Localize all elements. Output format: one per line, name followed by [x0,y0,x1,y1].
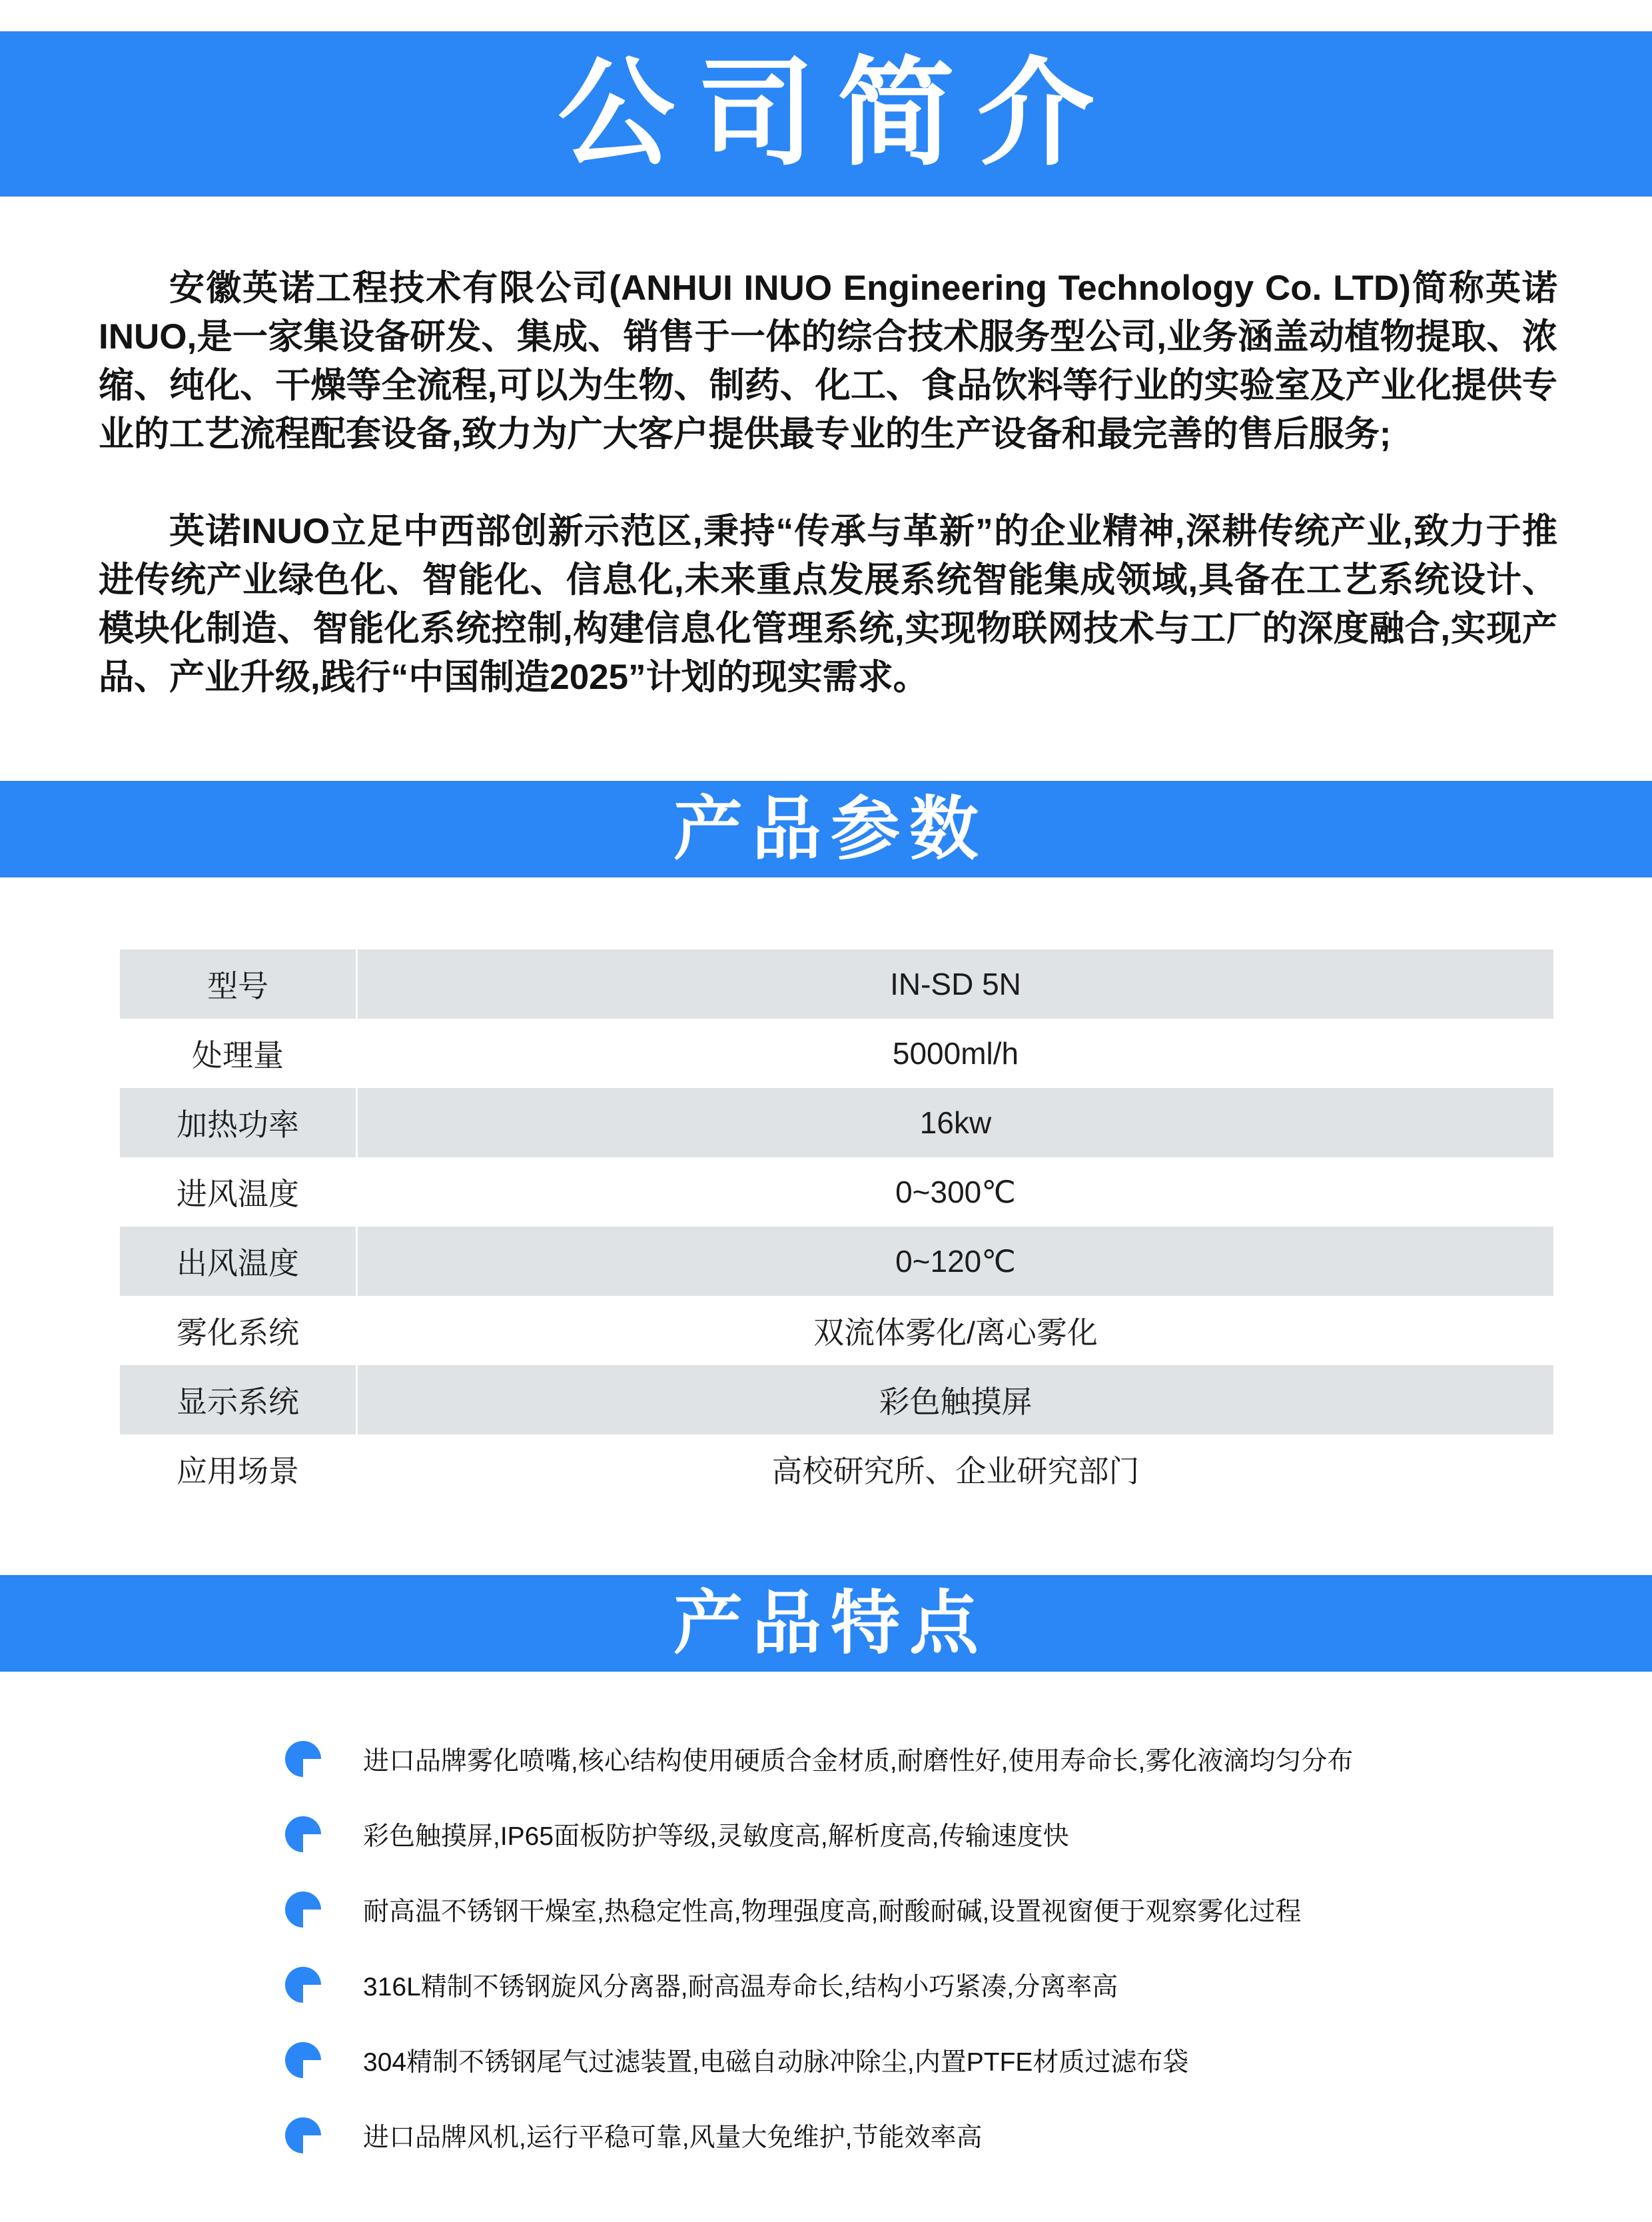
list-item [285,2042,1611,2078]
param-label: 加热功率 [120,1088,358,1157]
pie-quarter-cut-circle-icon [285,1816,321,1852]
table-row [120,1157,1553,1227]
param-value: 0~300℃ [895,1175,1016,1209]
table-row [120,1227,1553,1296]
param-value: 彩色触摸屏 [879,1385,1032,1419]
param-value: 双流体雾化/离心雾化 [813,1315,1098,1350]
table-row [120,1365,1553,1434]
section-banner-product-features [0,1575,1652,1672]
list-item [285,1816,1611,1852]
company-intro-text [99,264,1557,750]
feature-text: 进口品牌风机,运行平稳可靠,风量大免维护,节能效率高 [363,2123,983,2152]
list-item [285,1741,1611,1777]
feature-text: 进口品牌雾化喷嘴,核心结构使用硬质合金材质,耐磨性好,使用寿命长,雾化液滴均匀分布 [363,1747,1354,1776]
table-row [120,1088,1553,1157]
pie-quarter-cut-circle-icon [285,1892,321,1928]
company-intro-title: 公司简介 [557,49,1117,179]
feature-text: 316L精制不锈钢旋风分离器,耐高温寿命长,结构小巧紧凑,分离率高 [363,1973,1118,2001]
param-value: IN-SD 5N [890,967,1021,1001]
list-item [285,1967,1611,2003]
param-label: 雾化系统 [120,1296,358,1365]
param-label: 应用场景 [120,1434,358,1504]
feature-text: 耐高温不锈钢干燥室,热稳定性高,物理强度高,耐酸耐碱,设置视窗便于观察雾化过程 [363,1898,1302,1926]
section-banner-company-intro [0,31,1652,197]
section-banner-product-params [0,781,1652,877]
param-label: 型号 [120,949,358,1019]
params-table [120,949,1553,1504]
feature-text: 304精制不锈钢尾气过滤装置,电磁自动脉冲除尘,内置PTFE材质过滤布袋 [363,2048,1189,2077]
product-params-title: 产品参数 [673,790,988,868]
list-item [285,2117,1611,2153]
pie-quarter-cut-circle-icon [285,2042,321,2078]
feature-text: 彩色触摸屏,IP65面板防护等级,灵敏度高,解析度高,传输速度快 [363,1822,1069,1851]
list-item [285,1892,1611,1928]
pie-quarter-cut-circle-icon [285,2117,321,2153]
param-label: 出风温度 [120,1227,358,1296]
features-list [285,1741,1611,2193]
param-label: 显示系统 [120,1365,358,1434]
company-intro-paragraph: 安徽英诺工程技术有限公司(ANHUI INUO Engineering Technology Co. LTD)简称英诺INUO,是一家集设备研发、集成、销售于一体的综合技术服务型公司,业务涵盖动植物提取、浓缩、纯化、干燥等全流程,可以为生物、制药、化工、食品饮料等行业的实验室及产业化提供专业的工艺流程配套设备,致力为广大客户提供最专业的生产设备和最完善的售后服务; [99,269,1557,454]
param-value: 16kw [919,1105,992,1140]
table-row [120,1296,1553,1365]
table-row [120,1434,1553,1504]
pie-quarter-cut-circle-icon [285,1741,321,1777]
pie-quarter-cut-circle-icon [285,1967,321,2003]
table-row [120,949,1553,1019]
param-value: 5000ml/h [892,1036,1019,1071]
param-value: 0~120℃ [895,1244,1016,1279]
product-features-title: 产品特点 [673,1584,988,1662]
table-row [120,1019,1553,1088]
param-value: 高校研究所、企业研究部门 [771,1454,1140,1488]
company-intro-paragraph: 英诺INUO立足中西部创新示范区,秉持“传承与革新”的企业精神,深耕传统产业,致力于推进传统产业绿色化、智能化、信息化,未来重点发展系统智能集成领域,具备在工艺系统设计、模块化制造、智能化系统控制,构建信息化管理系统,实现物联网技术与工厂的深度融合,实现产品、产业升级,践行“中国制造2025”计划的现实需求。 [99,512,1557,697]
param-label: 处理量 [120,1019,358,1088]
param-label: 进风温度 [120,1157,358,1227]
